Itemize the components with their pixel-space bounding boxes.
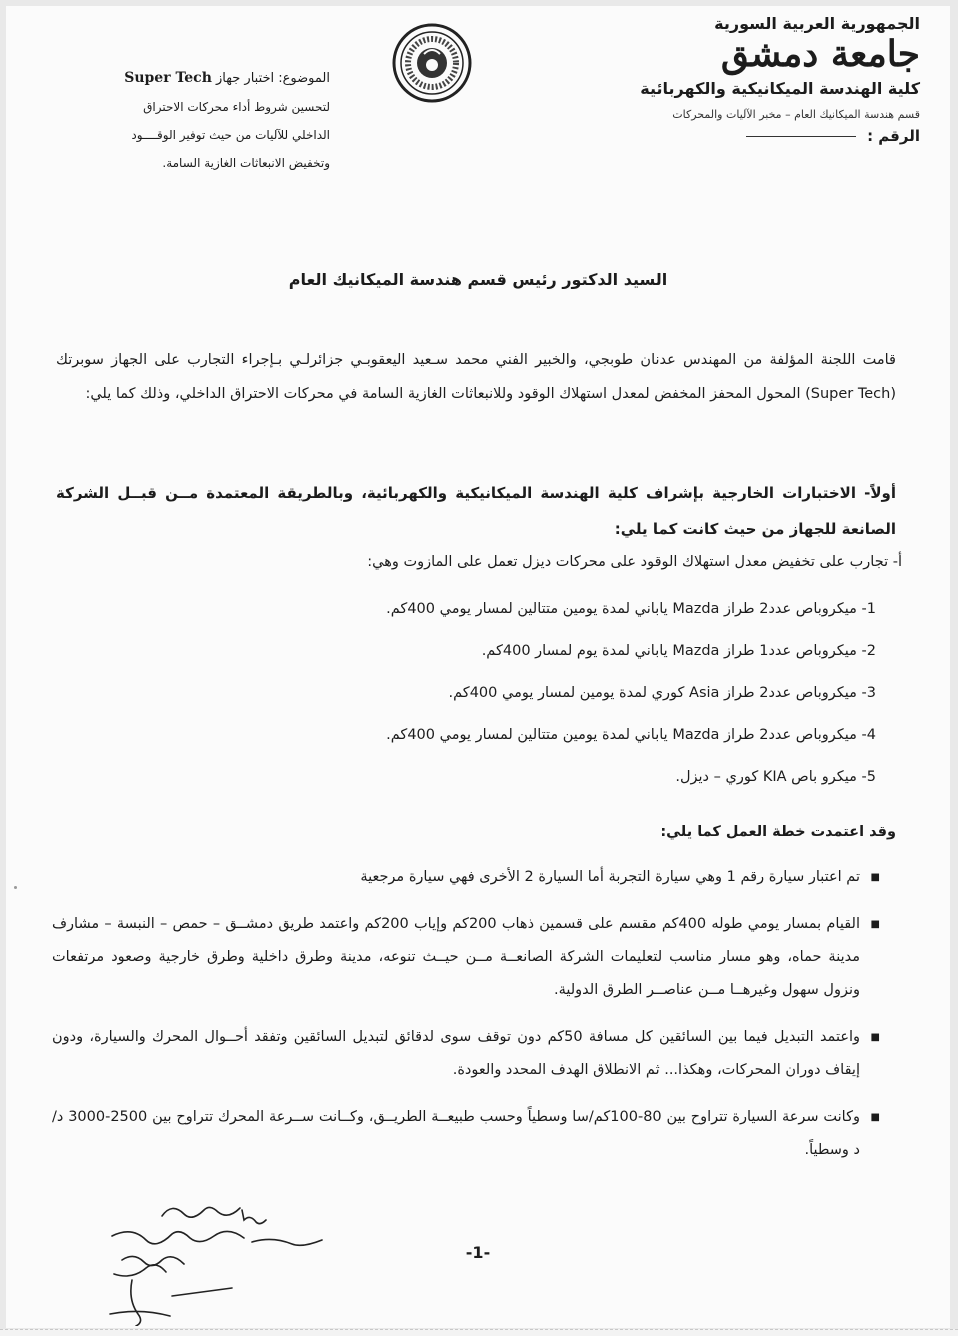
university-name: جامعة دمشق bbox=[720, 33, 920, 75]
plan-item: ■ واعتمد التبديل فيما بين السائقين كل مسافة 50كم دون توقف سوى لدقائق لتبديل السائقين وتفقد أحــوال المحرك والسيارة، ودون إيقاف دوران المحركات، وهكذا... ثم الانطلاق الهدف المحدد والعودة. bbox=[52, 1021, 880, 1087]
tests-list bbox=[116, 588, 876, 798]
work-plan-title: وقد اعتمدت خطة العمل كما يلي: bbox=[660, 824, 896, 840]
page-bottom-edge bbox=[0, 1329, 958, 1336]
scan-speck bbox=[14, 886, 17, 889]
test-item: 3- ميكروباص عدد2 طراز Asia كوري لمدة يومين لمسار يومي 400كم. bbox=[448, 685, 876, 701]
reference-label: الرقم : bbox=[867, 126, 920, 145]
work-plan-list bbox=[52, 861, 880, 1181]
brand-name: Super Tech bbox=[124, 70, 212, 86]
subject-line-3: الداخلي للآليات من حيث توفير الوقــــود bbox=[131, 128, 330, 142]
test-item: 1- ميكروباص عدد2 طراز Mazda ياباني لمدة يومين متتالين لمسار يومي 400كم. bbox=[386, 601, 876, 617]
page-number: -1- bbox=[465, 1243, 491, 1262]
plan-item: ■ القيام بمسار يومي طوله 400كم مقسم على قسمين ذهاب 200كم وإياب 200كم واعتمد طريق دمشــق – حمص – النبسة – مشارف مدينة حماه، وهو مسار مناسب لتعليمات الشركة الصانعــة مــن حيــث تنوعه، مدينة وطرق داخلية وطرق خارجية وصعود مرتفعات ونزول سهول وغيرهــا مــن عناصــر الطرق الدولية. bbox=[52, 908, 880, 1007]
department-name: قسم هندسة الميكانيك العام – مخبر الآليات والمحركات bbox=[672, 107, 920, 121]
subject-line-1: الموضوع: اختبار جهاز Super Tech bbox=[124, 70, 330, 86]
faculty-name: كلية الهندسة الميكانيكية والكهربائية bbox=[640, 78, 920, 98]
test-item: 5- ميكرو باص KIA كوري – ديزل. bbox=[675, 769, 876, 785]
intro-paragraph: قامت اللجنة المؤلفة من المهندس عدنان طوبجي، والخبير الفني محمد سـعيد اليعقوبـي جزائرلـي بـإجراء التجارب على الجهاز سوبرتك (Super Tech) المحول المحفز المخفض لمعدل استهلاك الوقود وللانبعاثات الغازية السامة في محركات الاحتراق الداخلي، وذلك كما يلي: bbox=[56, 352, 896, 402]
document-page bbox=[6, 6, 950, 1328]
republic-name: الجمهورية العربية السورية bbox=[714, 14, 920, 33]
test-item: 4- ميكروباص عدد2 طراز Mazda ياباني لمدة يومين متتالين لمسار يومي 400كم. bbox=[386, 727, 876, 743]
section-one-heading: أولاً- الاختبارات الخارجية بإشراف كلية الهندسة الميكانيكية والكهربائية، وبالطريقة المعتمدة مــن قبــل الشركة الصانعة للجهاز من حيث كانت كما يلي: bbox=[56, 484, 896, 538]
reference-number bbox=[540, 127, 920, 145]
university-seal-icon bbox=[391, 22, 473, 104]
letterhead bbox=[540, 14, 920, 145]
plan-item: ■ وكانت سرعة السيارة تتراوح بين 80-100كم/سا وسطياً وحسب طبيعــة الطريــق، وكــانت ســرعة المحرك تتراوح بين 2500-3000 د/د وسطياً. bbox=[52, 1101, 880, 1167]
plan-item: ■ تم اعتبار سيارة رقم 1 وهي سيارة التجربة أما السيارة 2 الأخرى فهي سيارة مرجعية bbox=[52, 861, 880, 894]
reference-blank-line bbox=[746, 136, 856, 137]
subject-block bbox=[60, 64, 330, 177]
subject-line-2: لتحسين شروط أداء محركات الاحتراق bbox=[143, 100, 330, 114]
salutation: السيد الدكتور رئيس قسم هندسة الميكانيك العام bbox=[288, 270, 668, 289]
test-item: 2- ميكروباص عدد1 طراز Mazda ياباني لمدة يوم لمسار 400كم. bbox=[481, 643, 876, 659]
subsection-a: أ- تجارب على تخفيض معدل استهلاك الوقود على محركات ديزل تعمل على المازوت وهي: bbox=[367, 554, 902, 570]
subject-line-4: وتخفيض الانبعاثات الغازية السامة. bbox=[162, 156, 330, 170]
